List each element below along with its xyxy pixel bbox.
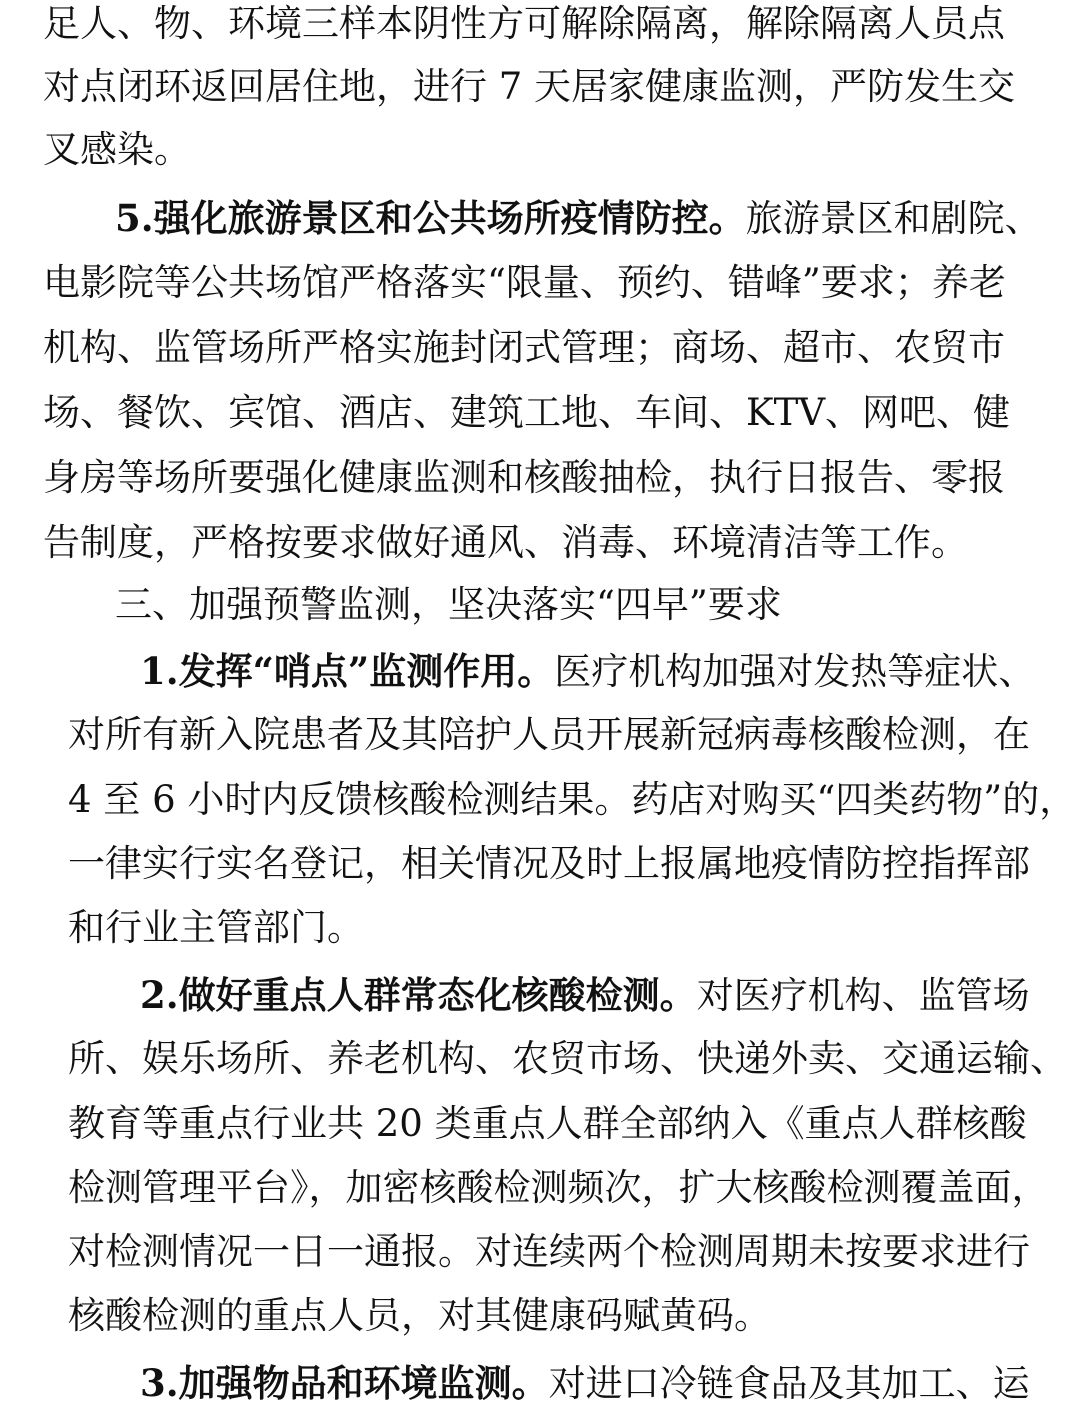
paragraph-line: 身房等场所要强化健康监测和核酸抽检，执行日报告、零报 — [43, 456, 1005, 499]
paragraph-line: 旅游景区和剧院、 — [745, 197, 1042, 240]
paragraph-line: 和行业主管部门。 — [68, 906, 364, 949]
item-5-heading: 5.强化旅游景区和公共场所疫情防控。 — [115, 196, 746, 240]
item-5-row — [115, 194, 1042, 242]
paragraph-line: 4 至 6 小时内反馈核酸检测结果。药店对购买“四类药物”的， — [68, 778, 1077, 821]
paragraph-line: 告制度，严格按要求做好通风、消毒、环境清洁等工作。 — [43, 521, 968, 564]
paragraph-line: 所、娱乐场所、养老机构、农贸市场、快递外卖、交通运输、 — [68, 1037, 1067, 1080]
paragraph-line: 场、餐饮、宾馆、酒店、建筑工地、车间、KTV、网吧、健 — [43, 391, 1011, 434]
paragraph-line: 叉感染。 — [43, 128, 191, 171]
item-1-row — [140, 647, 1035, 695]
paragraph-line: 检测管理平台》，加密核酸检测频次，扩大核酸检测覆盖面， — [68, 1166, 1049, 1209]
item-2-heading: 2.做好重点人群常态化核酸检测。 — [140, 973, 697, 1017]
paragraph-line: 对进口冷链食品及其加工、运 — [548, 1362, 1030, 1405]
item-1-heading: 1.发挥“哨点”监测作用。 — [140, 649, 555, 693]
section-heading: 三、加强预警监测，坚决落实“四早”要求 — [115, 583, 782, 626]
item-2-row — [140, 971, 1030, 1019]
paragraph-line: 对点闭环返回居住地，进行 7 天居家健康监测，严防发生交 — [43, 65, 1016, 108]
paragraph-line: 对所有新入院患者及其陪护人员开展新冠病毒核酸检测，在 — [68, 713, 1030, 756]
paragraph-line: 机构、监管场所严格实施封闭式管理；商场、超市、农贸市 — [43, 326, 1005, 369]
paragraph-line: 电影院等公共场馆严格落实“限量、预约、错峰”要求；养老 — [43, 261, 1006, 304]
paragraph-line: 对医疗机构、监管场 — [696, 974, 1030, 1017]
paragraph-line: 一律实行实名登记，相关情况及时上报属地疫情防控指挥部 — [68, 842, 1030, 885]
item-3-row — [140, 1359, 1030, 1407]
paragraph-line: 医疗机构加强对发热等症状、 — [554, 650, 1036, 693]
item-3-heading: 3.加强物品和环境监测。 — [140, 1361, 549, 1405]
paragraph-line: 足人、物、环境三样本阴性方可解除隔离，解除隔离人员点 — [43, 2, 1005, 45]
paragraph-line: 核酸检测的重点人员，对其健康码赋黄码。 — [68, 1294, 771, 1337]
paragraph-line: 对检测情况一日一通报。对连续两个检测周期未按要求进行 — [68, 1230, 1030, 1273]
paragraph-line: 教育等重点行业共 20 类重点人群全部纳入《重点人群核酸 — [68, 1102, 1027, 1145]
